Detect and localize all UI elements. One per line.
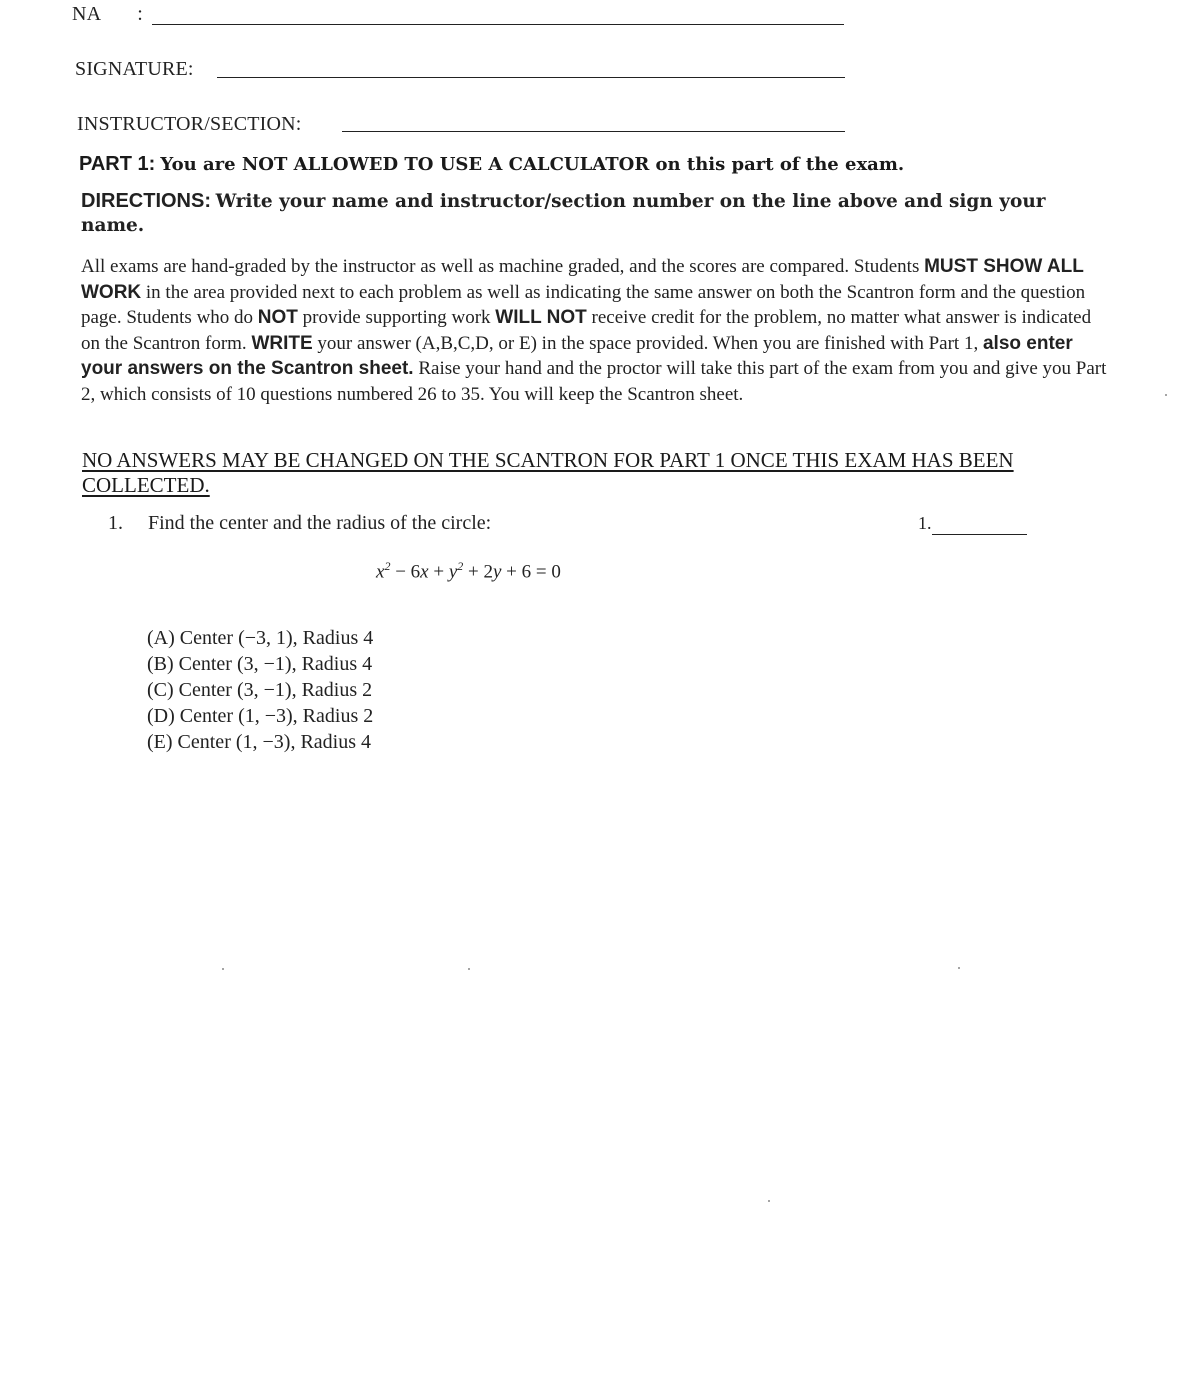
signature-line[interactable] (217, 77, 845, 78)
choice-b: (B) Center (3, −1), Radius 4 (147, 653, 373, 675)
instructor-label: INSTRUCTOR/SECTION: (77, 113, 302, 135)
instructor-line[interactable] (342, 131, 845, 132)
choice-c: (C) Center (3, −1), Radius 2 (147, 679, 373, 701)
name-line[interactable] (152, 24, 844, 25)
instructions-text-2: in the area provided next to each problem as well as indicating the same answer on both the Scantron form and the question page. Students who do (81, 281, 1086, 329)
choice-d: (D) Center (1, −3), Radius 2 (147, 705, 374, 727)
instructions-text-6: Raise your hand and the proctor will take this part of the exam from you and give you Part 2, which consists of 10 questions numbered 26 to 35. You will keep the Scantron sheet. (81, 358, 1107, 405)
instructions-text-3: provide supporting work (297, 307, 496, 329)
instructions-text-1: All exams are hand-graded by the instructor as well as machine graded, and the scores are compared. Students (81, 256, 925, 277)
choice-a: (A) Center (−3, 1), Radius 4 (147, 627, 374, 649)
instructions-enter-answers: also enter your answers on the Scantron sheet. (81, 332, 1073, 380)
circle-equation: $x^2 - 6x + y^2 + 2y + 6 = 0$ (376, 559, 561, 583)
instructions-write: WRITE (251, 332, 313, 354)
instructions-will-not: WILL NOT (495, 307, 587, 329)
scan-speck (222, 968, 224, 970)
answer-blank-1[interactable] (918, 513, 1027, 535)
answer-choices (147, 625, 373, 755)
instructions-text-5: your answer (A,B,C,D, or E) in the space provided. When you are finished with Part 1, (312, 332, 983, 354)
scan-speck (468, 968, 470, 970)
question-1-prompt: Find the center and the radius of the circle: (148, 512, 492, 534)
part1-heading (79, 153, 904, 176)
part1-text: You are NOT ALLOWED TO USE A CALCULATOR on this part of the exam. (160, 154, 905, 175)
signature-field[interactable] (75, 58, 194, 81)
scantron-notice: NO ANSWERS MAY BE CHANGED ON THE SCANTRON FOR PART 1 ONCE THIS EXAM HAS BEEN COLLECTED. (82, 448, 1014, 497)
name-label: NA (72, 3, 102, 25)
answer-blank-line[interactable] (932, 513, 1027, 535)
instructions-text-4: receive credit for the problem, no matter what answer is indicated on the Scantron form. (81, 307, 1092, 354)
directions-label: DIRECTIONS: (81, 190, 211, 212)
signature-label: SIGNATURE: (75, 58, 194, 80)
directions-text: Write your name and instructor/section number on the line above and sign your name. (81, 191, 1046, 236)
choice-e: (E) Center (1, −3), Radius 4 (147, 731, 372, 753)
name-field[interactable] (72, 3, 143, 26)
directions (81, 189, 1101, 238)
part1-label: PART 1: (79, 153, 156, 175)
name-colon: : (137, 3, 144, 25)
scan-speck (1165, 394, 1167, 396)
instructions-must-show: MUST SHOW ALL WORK (81, 256, 1084, 303)
scan-speck (958, 967, 960, 969)
instructor-field[interactable] (77, 113, 302, 136)
question-1-number: 1. (108, 512, 123, 534)
scan-speck (768, 1200, 770, 1202)
instructions-paragraph (81, 254, 1111, 408)
answer-blank-label: 1. (918, 513, 932, 533)
instructions-not: NOT (257, 307, 298, 329)
